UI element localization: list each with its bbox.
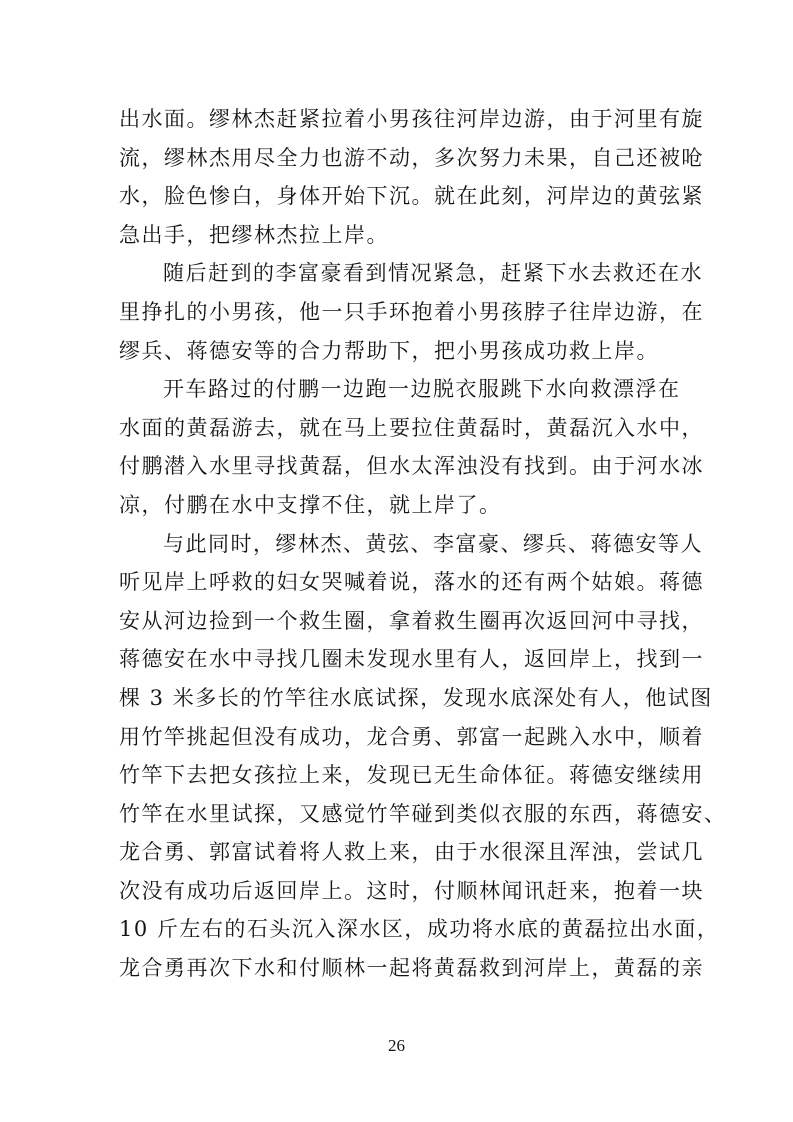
paragraph-3 — [119, 370, 704, 524]
text-line: 出水面。缪林杰赶紧拉着小男孩往河岸边游，由于河里有旋 — [119, 107, 704, 131]
page-number: 26 — [388, 1036, 405, 1055]
text-line: 付鹏潜入水里寻找黄磊，但水太浑浊没有找到。由于河水冰 — [119, 454, 704, 479]
text-line: 与此同时，缪林杰、黄弦、李富豪、缪兵、蒋德安等人 — [163, 531, 703, 556]
text-line: 水，脸色惨白，身体开始下沉。就在此刻，河岸边的黄弦紧 — [119, 184, 704, 209]
text-line: 蒋德安在水中寻找几圈未发现水里有人，返回岸上，找到一 — [119, 647, 704, 672]
text-line: 龙合勇再次下水和付顺林一起将黄磊救到河岸上，黄磊的亲 — [119, 956, 704, 981]
text-line: 急出手，把缪林杰拉上岸。 — [119, 222, 389, 247]
text-line: 里挣扎的小男孩，他一只手环抱着小男孩脖子往岸边游，在 — [119, 299, 704, 324]
paragraph-1 — [119, 100, 704, 254]
text-line: 安从河边捡到一个救生圈，拿着救生圈再次返回河中寻找， — [119, 608, 704, 633]
text-line: 凉，付鹏在水中支撑不住，就上岸了。 — [119, 492, 502, 517]
text-line: 用竹竿挑起但没有成功，龙合勇、郭富一起跳入水中，顺着 — [119, 724, 704, 749]
text-line: 竹竿下去把女孩拉上来，发现已无生命体征。蒋德安继续用 — [119, 763, 704, 788]
text-line: 棵 3 米多长的竹竿往水底试探，发现水底深处有人，他试图 — [119, 685, 713, 710]
paragraph-4 — [119, 525, 727, 988]
paragraph-2 — [119, 254, 704, 370]
text-line: 缪兵、蒋德安等的合力帮助下，把小男孩成功救上岸。 — [119, 338, 659, 363]
text-line: 水面的黄磊游去，就在马上要拉住黄磊时，黄磊沉入水中， — [119, 415, 704, 440]
text-line: 流，缪林杰用尽全力也游不动，多次努力未果，自己还被呛 — [119, 145, 704, 170]
text-line: 次没有成功后返回岸上。这时，付顺林闻讯赶来，抱着一块 — [119, 878, 704, 903]
text-line: 开车路过的付鹏一边跑一边脱衣服跳下水向救漂浮在 — [163, 377, 681, 402]
text-line: 10 斤左右的石头沉入深水区，成功将水底的黄磊拉出水面， — [119, 917, 720, 942]
text-line: 龙合勇、郭富试着将人救上来，由于水很深且浑浊，尝试几 — [119, 840, 704, 865]
text-line: 听见岸上呼救的妇女哭喊着说，落水的还有两个姑娘。蒋德 — [119, 570, 704, 595]
text-line: 竹竿在水里试探，又感觉竹竿碰到类似衣服的东西，蒋德安、 — [119, 801, 727, 826]
text-line: 随后赶到的李富豪看到情况紧急，赶紧下水去救还在水 — [163, 261, 703, 286]
body-text — [119, 100, 727, 988]
